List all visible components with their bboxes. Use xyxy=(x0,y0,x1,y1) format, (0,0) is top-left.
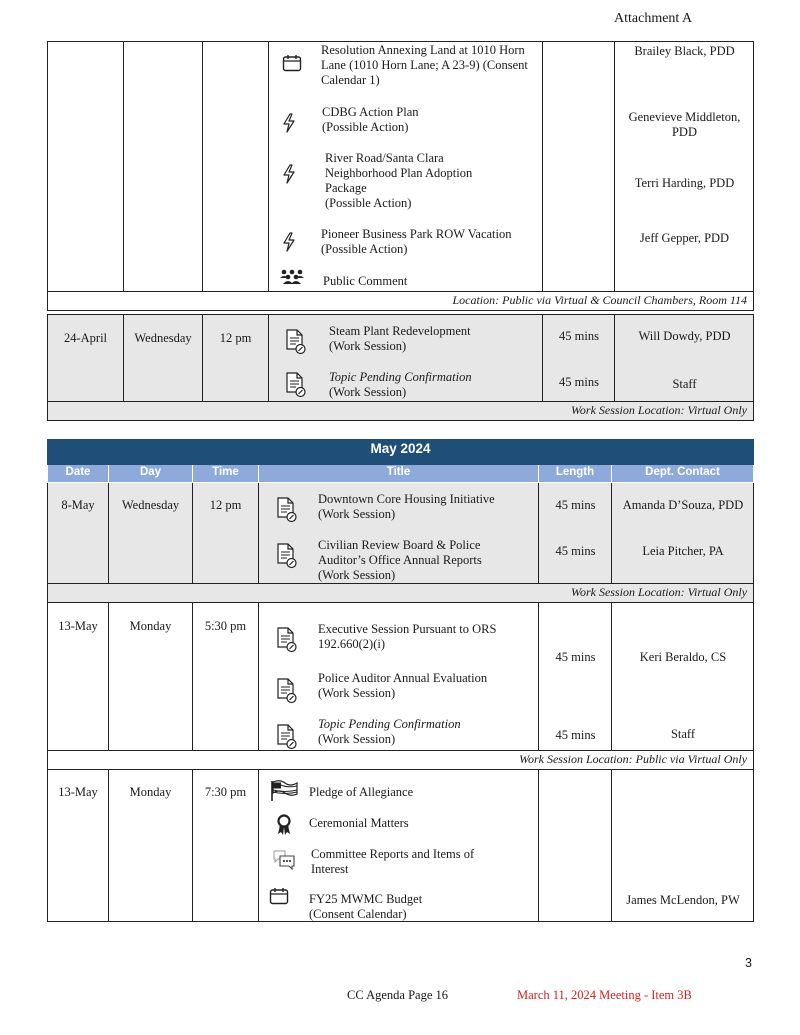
contact-value: Will Dowdy, PDD xyxy=(638,329,731,343)
april-session-location: Work Session Location: Virtual Only xyxy=(48,402,754,421)
april-item-2-contact: Genevieve Middleton, PDD xyxy=(628,110,741,139)
day-cell: Wednesday xyxy=(109,483,193,584)
time-cell: 12 pm xyxy=(193,483,259,584)
document-icon xyxy=(276,497,298,523)
length-value: 45 mins xyxy=(559,329,599,343)
calendar-icon xyxy=(269,887,289,905)
day-cell: Wednesday xyxy=(124,315,203,402)
may-session-1-row xyxy=(48,483,754,584)
date-cell: 13-May xyxy=(48,770,109,922)
april-session-title-cell xyxy=(269,315,543,402)
col-title: Title xyxy=(259,465,539,483)
april-item-4-title: Pioneer Business Park ROW Vacation (Possible Action) xyxy=(321,227,512,256)
may-table xyxy=(47,439,754,922)
may-s2-length-cell xyxy=(539,603,612,751)
day-cell: Monday xyxy=(109,770,193,922)
date-cell: 8-May xyxy=(48,483,109,584)
meeting-label: March 11, 2024 Meeting - Item 3B xyxy=(517,988,692,1002)
document-icon xyxy=(276,724,298,750)
may-s3-item-4-title: FY25 MWMC Budget (Consent Calendar) xyxy=(309,892,423,921)
april-session-item-1-title: Steam Plant Redevelopment (Work Session) xyxy=(329,324,471,353)
may-s2-contact-cell xyxy=(612,603,754,751)
time-cell: 5:30 pm xyxy=(193,603,259,751)
contact-value: Leia Pitcher, PA xyxy=(642,544,724,558)
may-s1-length-cell xyxy=(539,483,612,584)
agenda-page-label: CC Agenda Page 16 xyxy=(347,988,449,1002)
april-item-2-title: CDBG Action Plan (Possible Action) xyxy=(322,105,419,134)
col-length: Length xyxy=(539,465,612,483)
page-number: 3 xyxy=(745,956,752,970)
length-value: 45 mins xyxy=(555,728,596,742)
day-cell: Monday xyxy=(109,603,193,751)
length-value: 45 mins xyxy=(555,544,596,558)
april-title-cell xyxy=(269,42,543,292)
chat-icon xyxy=(272,849,296,871)
may-s2-item-1-title: Executive Session Pursuant to ORS 192.660(2)(i) xyxy=(318,622,497,651)
length-value: 45 mins xyxy=(555,650,596,664)
column-headers xyxy=(48,465,754,483)
april-item-1-contact: Brailey Black, PDD xyxy=(634,44,735,58)
lightning-icon xyxy=(282,113,296,133)
april-table xyxy=(47,41,754,421)
may-session-2-row xyxy=(48,603,754,751)
calendar-icon xyxy=(282,54,302,72)
time-cell: 7:30 pm xyxy=(193,770,259,922)
col-time: Time xyxy=(193,465,259,483)
document-icon xyxy=(276,627,298,653)
month-title: May 2024 xyxy=(48,440,754,465)
contact-value: Staff xyxy=(672,377,697,391)
contact-value: James McLendon, PW xyxy=(626,893,740,907)
col-contact: Dept. Contact xyxy=(612,465,754,483)
document-icon xyxy=(276,543,298,569)
document-icon xyxy=(285,372,307,398)
may-s3-contact-cell xyxy=(612,770,754,922)
col-day: Day xyxy=(109,465,193,483)
date-cell: 13-May xyxy=(48,603,109,751)
may-s2-item-3-title: Topic Pending Confirmation (Work Session) xyxy=(318,717,461,746)
may-s3-item-2-title: Ceremonial Matters xyxy=(309,816,409,830)
attachment-label: Attachment A xyxy=(614,11,693,26)
people-icon xyxy=(279,269,305,285)
lightning-icon xyxy=(282,232,296,252)
april-session-length-cell xyxy=(543,315,615,402)
contact-value: Amanda D’Souza, PDD xyxy=(622,498,744,512)
april-session-contact-cell xyxy=(615,315,754,402)
may-s1-location: Work Session Location: Virtual Only xyxy=(48,584,754,603)
date-cell: 24-April xyxy=(48,315,124,402)
may-s3-title-cell xyxy=(259,770,539,922)
april-location-note: Location: Public via Virtual & Council Chambers, Room 114 xyxy=(48,292,754,311)
april-item-1-title: Resolution Annexing Land at 1010 Horn Lane (1010 Horn Lane; A 23-9) (Consent Calendar 1) xyxy=(321,43,528,87)
document-icon xyxy=(285,329,307,355)
may-s1-item-1-title: Downtown Core Housing Initiative (Work Session) xyxy=(318,492,495,521)
may-s1-item-2-title: Civilian Review Board & Police Auditor’s Office Annual Reports (Work Session) xyxy=(318,538,482,582)
april-item-3-contact: Terri Harding, PDD xyxy=(634,176,735,190)
contact-value: Keri Beraldo, CS xyxy=(639,650,727,664)
april-contact-cell xyxy=(615,42,754,292)
april-item-3-title: River Road/Santa Clara Neighborhood Plan Adoption Package (Possible Action) xyxy=(325,151,473,210)
may-s3-item-1-title: Pledge of Allegiance xyxy=(309,785,414,799)
april-session-item-2-title: Topic Pending Confirmation (Work Session) xyxy=(329,370,472,399)
may-s2-item-2-title: Police Auditor Annual Evaluation (Work Session) xyxy=(318,671,488,700)
contact-value: Staff xyxy=(670,727,696,741)
time-cell: 12 pm xyxy=(203,315,269,402)
col-date: Date xyxy=(48,465,109,483)
may-session-3-row xyxy=(48,770,754,922)
april-item-5-title: Public Comment xyxy=(323,274,408,288)
length-value: 45 mins xyxy=(555,498,596,512)
april-item-4-contact: Jeff Gepper, PDD xyxy=(639,231,730,245)
april-session-row xyxy=(48,315,754,402)
may-s1-contact-cell xyxy=(612,483,754,584)
may-s2-title-cell xyxy=(259,603,539,751)
document-icon xyxy=(276,678,298,704)
flag-icon xyxy=(270,780,298,802)
length-value: 45 mins xyxy=(559,375,599,389)
may-s2-location: Work Session Location: Public via Virtual Only xyxy=(48,751,754,770)
april-items-row xyxy=(48,42,754,292)
may-s3-item-3-title: Committee Reports and Items of Interest xyxy=(311,847,475,876)
ribbon-icon xyxy=(275,814,293,836)
lightning-icon xyxy=(282,164,296,184)
may-s1-title-cell xyxy=(259,483,539,584)
